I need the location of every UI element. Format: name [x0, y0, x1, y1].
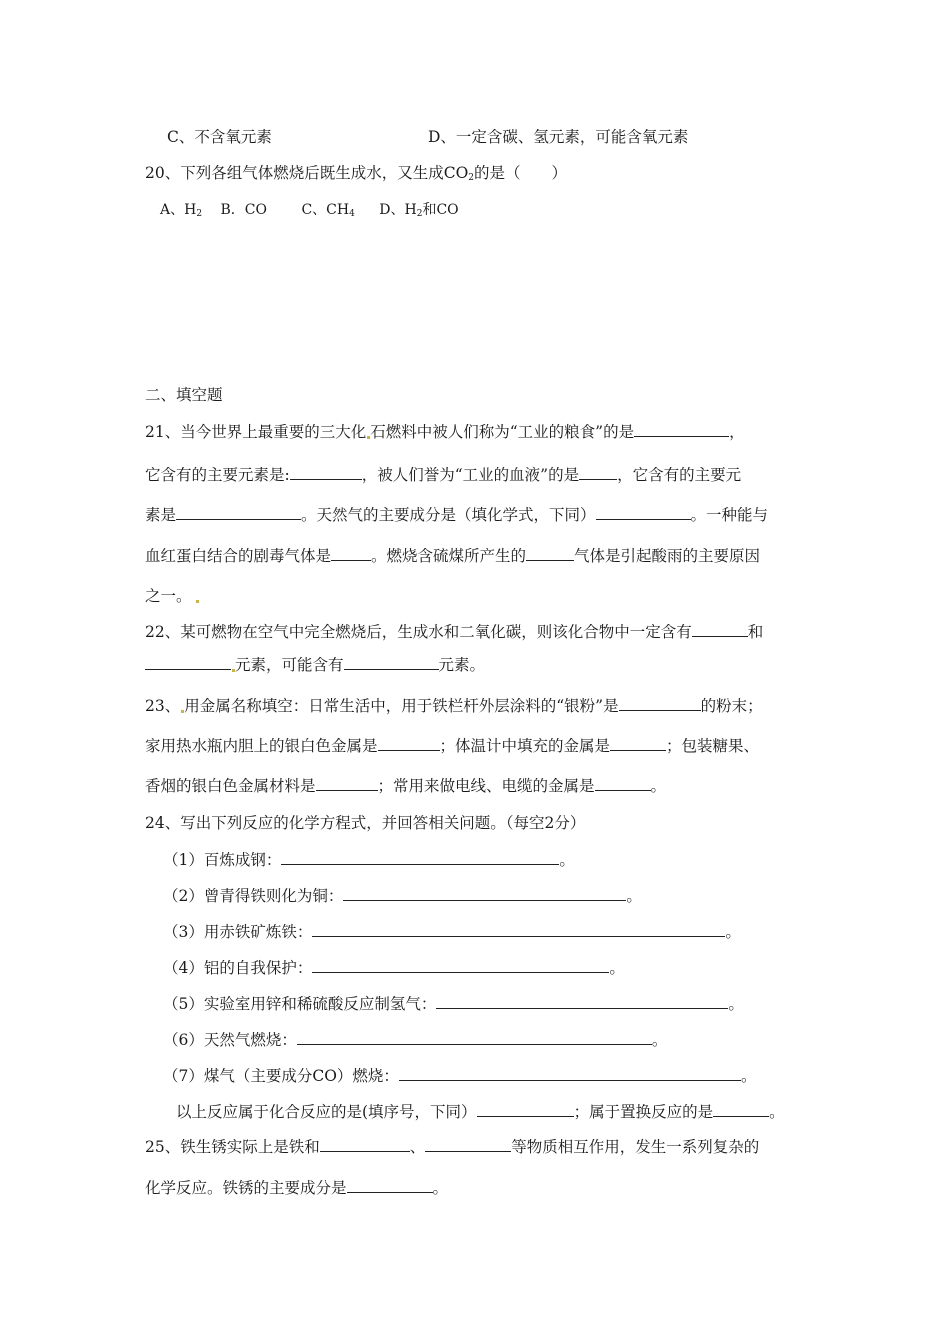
answer-line[interactable] [399, 1066, 741, 1081]
q24-item-1: （1）百炼成钢： 。 [163, 851, 575, 869]
q24-item-2: （2）曾青得铁则化为铜： 。 [163, 887, 642, 905]
blank[interactable] [331, 546, 371, 561]
q20-option-d: D、$H_2$和CO [379, 202, 459, 219]
blank[interactable] [344, 655, 439, 670]
blank[interactable] [634, 422, 729, 437]
answer-line[interactable] [297, 1030, 652, 1045]
blank[interactable] [316, 776, 378, 791]
blank[interactable] [290, 465, 362, 480]
q20-option-b: B．CO [220, 202, 267, 218]
blank[interactable] [596, 505, 691, 520]
q22-line2: 元素，可能含有 元素。 [145, 655, 485, 675]
blank[interactable] [526, 546, 574, 561]
ink-dot [196, 600, 199, 603]
q21-line2: 它含有的主要元素是: ，被人们誉为“工业的血液”的是 ，它含有的主要元 [145, 466, 742, 484]
section-heading: 二、填空题 [145, 386, 223, 404]
q23-line3: 香烟的银白色金属材料是 ；常用来做电线、电缆的金属是 。 [145, 777, 667, 795]
blank[interactable] [425, 1137, 511, 1152]
q21-line5: 之一。 [145, 586, 199, 606]
q19-option-d: D、一定含碳、氢元素，可能含氧元素 [428, 128, 689, 146]
q21-line4: 血红蛋白结合的剧毒气体是 。燃烧含硫煤所产生的 气体是引起酸雨的主要原因 [145, 547, 761, 565]
q24-summary: 以上反应属于化合反应的是(填序号，下同） ；属于置换反应的是 。 [176, 1103, 785, 1121]
blank[interactable] [579, 465, 617, 480]
blank[interactable] [320, 1137, 410, 1152]
blank[interactable] [713, 1102, 769, 1117]
q24-item-5: （5）实验室用锌和稀硫酸反应制氢气： 。 [163, 995, 744, 1013]
q24-item-3: （3）用赤铁矿炼铁： 。 [163, 923, 741, 941]
q25-line2: 化学反应。铁锈的主要成分是 。 [145, 1179, 449, 1197]
blank[interactable] [619, 696, 701, 711]
q21-line1: 21、当今世界上最重要的三大化 石燃料中被人们称为“工业的粮食”的是 ， [145, 423, 745, 441]
q24-item-6: （6）天然气燃烧： 。 [163, 1031, 668, 1049]
q20-option-a: A、$H_2$ [160, 202, 203, 219]
q24-item-4: （4）铝的自我保护： 。 [163, 959, 625, 977]
blank[interactable] [378, 736, 440, 751]
blank[interactable] [347, 1178, 433, 1193]
answer-line[interactable] [312, 922, 725, 937]
blank[interactable] [595, 776, 651, 791]
q19-option-c: C、不含氧元素 [167, 128, 272, 146]
q22-line1: 22、某可燃物在空气中完全燃烧后，生成水和二氧化碳，则该化合物中一定含有 和 [145, 623, 764, 641]
q20-stem: 20、下列各组气体燃烧后既生成水，又生成$CO_2$的是（ ） [145, 164, 568, 183]
q24-stem: 24、写出下列反应的化学方程式，并回答相关问题。（每空2分） [145, 814, 586, 832]
q24-item-7: （7）煤气（主要成分CO）燃烧： 。 [163, 1067, 757, 1085]
blank[interactable] [176, 505, 301, 520]
answer-line[interactable] [281, 850, 559, 865]
q20-option-c: C、$CH_4$ [301, 202, 355, 219]
q23-line2: 家用热水瓶内胆上的银白色金属是 ；体温计中填充的金属是 ；包装糖果、 [145, 737, 760, 755]
q25-line1: 25、铁生锈实际上是铁和 、 等物质相互作用，发生一系列复杂的 [145, 1138, 760, 1156]
answer-line[interactable] [436, 994, 728, 1009]
blank[interactable] [692, 622, 748, 637]
blank[interactable] [145, 655, 231, 670]
q23-line1: 23、 用金属名称填空：日常生活中，用于铁栏杆外层涂料的“银粉”是 的粉末； [145, 697, 763, 715]
answer-line[interactable] [312, 958, 609, 973]
q20-options [160, 200, 459, 224]
blank[interactable] [610, 736, 666, 751]
q21-line3: 素是 。天然气的主要成分是（填化学式，下同） 。一种能与 [145, 506, 769, 524]
answer-line[interactable] [343, 886, 626, 901]
blank[interactable] [477, 1102, 574, 1117]
